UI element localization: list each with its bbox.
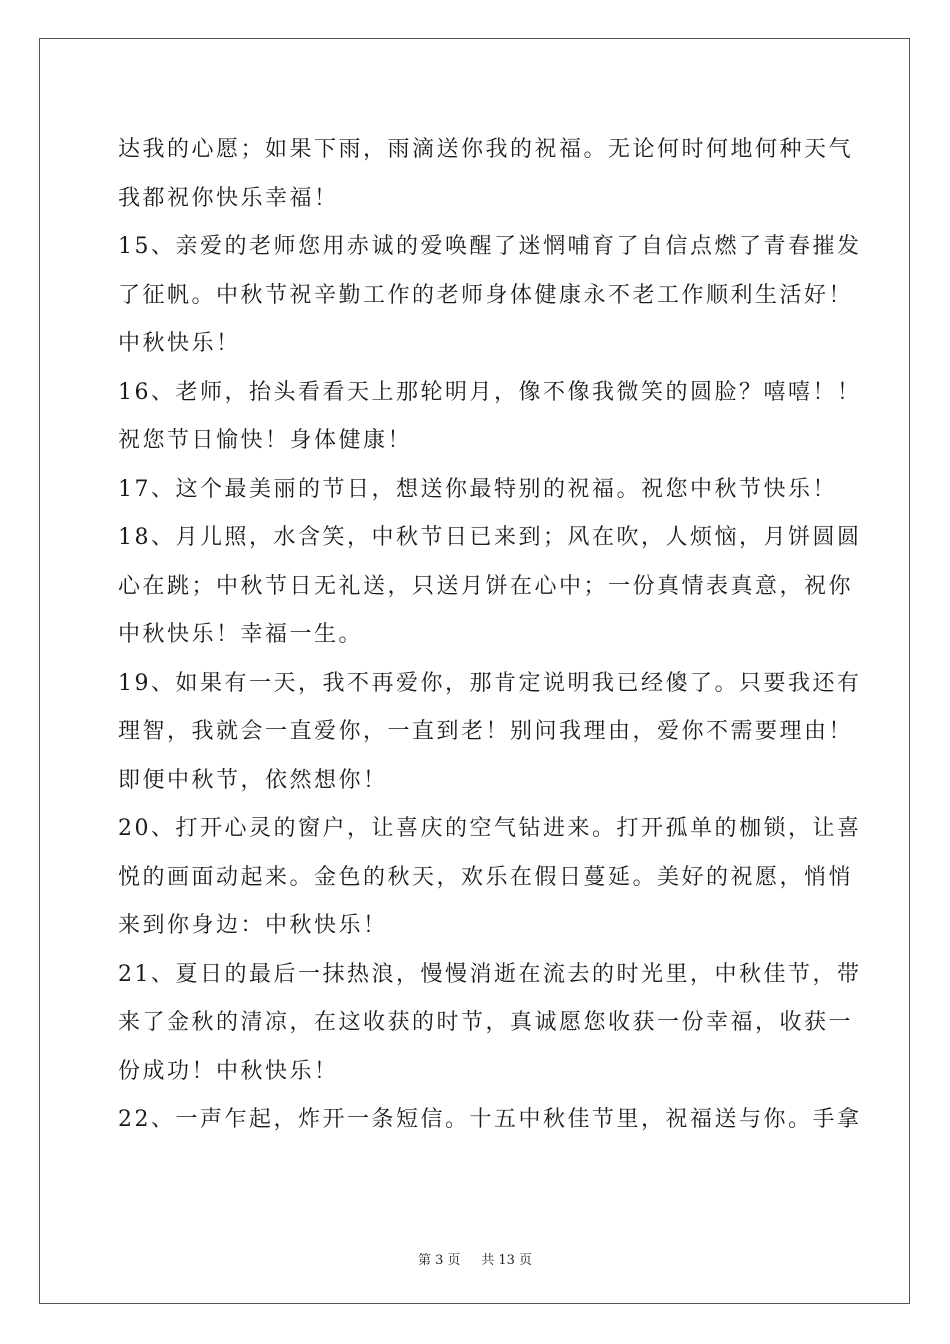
text-line: 21、夏日的最后一抹热浪，慢慢消逝在流去的时光里，中秋佳节，带 bbox=[118, 961, 862, 987]
text-line: 17、这个最美丽的节日，想送你最特别的祝福。祝您中秋节快乐！ bbox=[118, 476, 837, 502]
text-line: 即便中秋节，依然想你！ bbox=[118, 767, 388, 793]
total-pages: 共 13 页 bbox=[481, 1253, 533, 1268]
text-line: 理智，我就会一直爱你，一直到老！别问我理由，爱你不需要理由！ bbox=[118, 719, 854, 744]
text-line: 中秋快乐！ bbox=[118, 331, 241, 356]
text-line: 心在跳；中秋节日无礼送，只送月饼在心中；一份真情表真意，祝你 bbox=[118, 573, 854, 599]
text-line: 20、打开心灵的窗户，让喜庆的空气钻进来。打开孤单的枷锁，让喜 bbox=[118, 816, 862, 841]
text-line: 了征帆。中秋节祝辛勤工作的老师身体健康永不老工作顺利生活好！ bbox=[118, 282, 854, 308]
text-line: 中秋快乐！幸福一生。 bbox=[118, 622, 364, 647]
text-line: 悦的画面动起来。金色的秋天，欢乐在假日蔓延。美好的祝愿，悄悄 bbox=[118, 864, 854, 890]
text-line: 16、老师，抬头看看天上那轮明月，像不像我微笑的圆脸？嘻嘻！！ bbox=[118, 379, 862, 405]
text-line: 18、月儿照，水含笑，中秋节日已来到；风在吹，人烦恼，月饼圆圆 bbox=[118, 525, 862, 550]
footer-spacer bbox=[465, 1253, 477, 1268]
text-line: 达我的心愿；如果下雨，雨滴送你我的祝福。无论何时何地何种天气 bbox=[118, 137, 854, 162]
text-line: 祝您节日愉快！身体健康！ bbox=[118, 428, 413, 453]
text-line: 19、如果有一天，我不再爱你，那肯定说明我已经傻了。只要我还有 bbox=[118, 670, 862, 696]
document-body bbox=[118, 126, 862, 1145]
text-line: 我都祝你快乐幸福！ bbox=[118, 185, 339, 211]
text-line: 来到你身边：中秋快乐！ bbox=[118, 913, 388, 938]
text-line: 15、亲爱的老师您用赤诚的爱唤醒了迷惘哺育了自信点燃了青春摧发 bbox=[118, 234, 862, 259]
text-line: 22、一声乍起，炸开一条短信。十五中秋佳节里，祝福送与你。手拿 bbox=[118, 1107, 862, 1132]
text-line: 来了金秋的清凉，在这收获的时节，真诚愿您收获一份幸福，收获一 bbox=[118, 1010, 854, 1035]
page-footer bbox=[0, 1249, 950, 1268]
page-number: 第 3 页 bbox=[417, 1253, 461, 1268]
text-line: 份成功！中秋快乐！ bbox=[118, 1058, 339, 1084]
